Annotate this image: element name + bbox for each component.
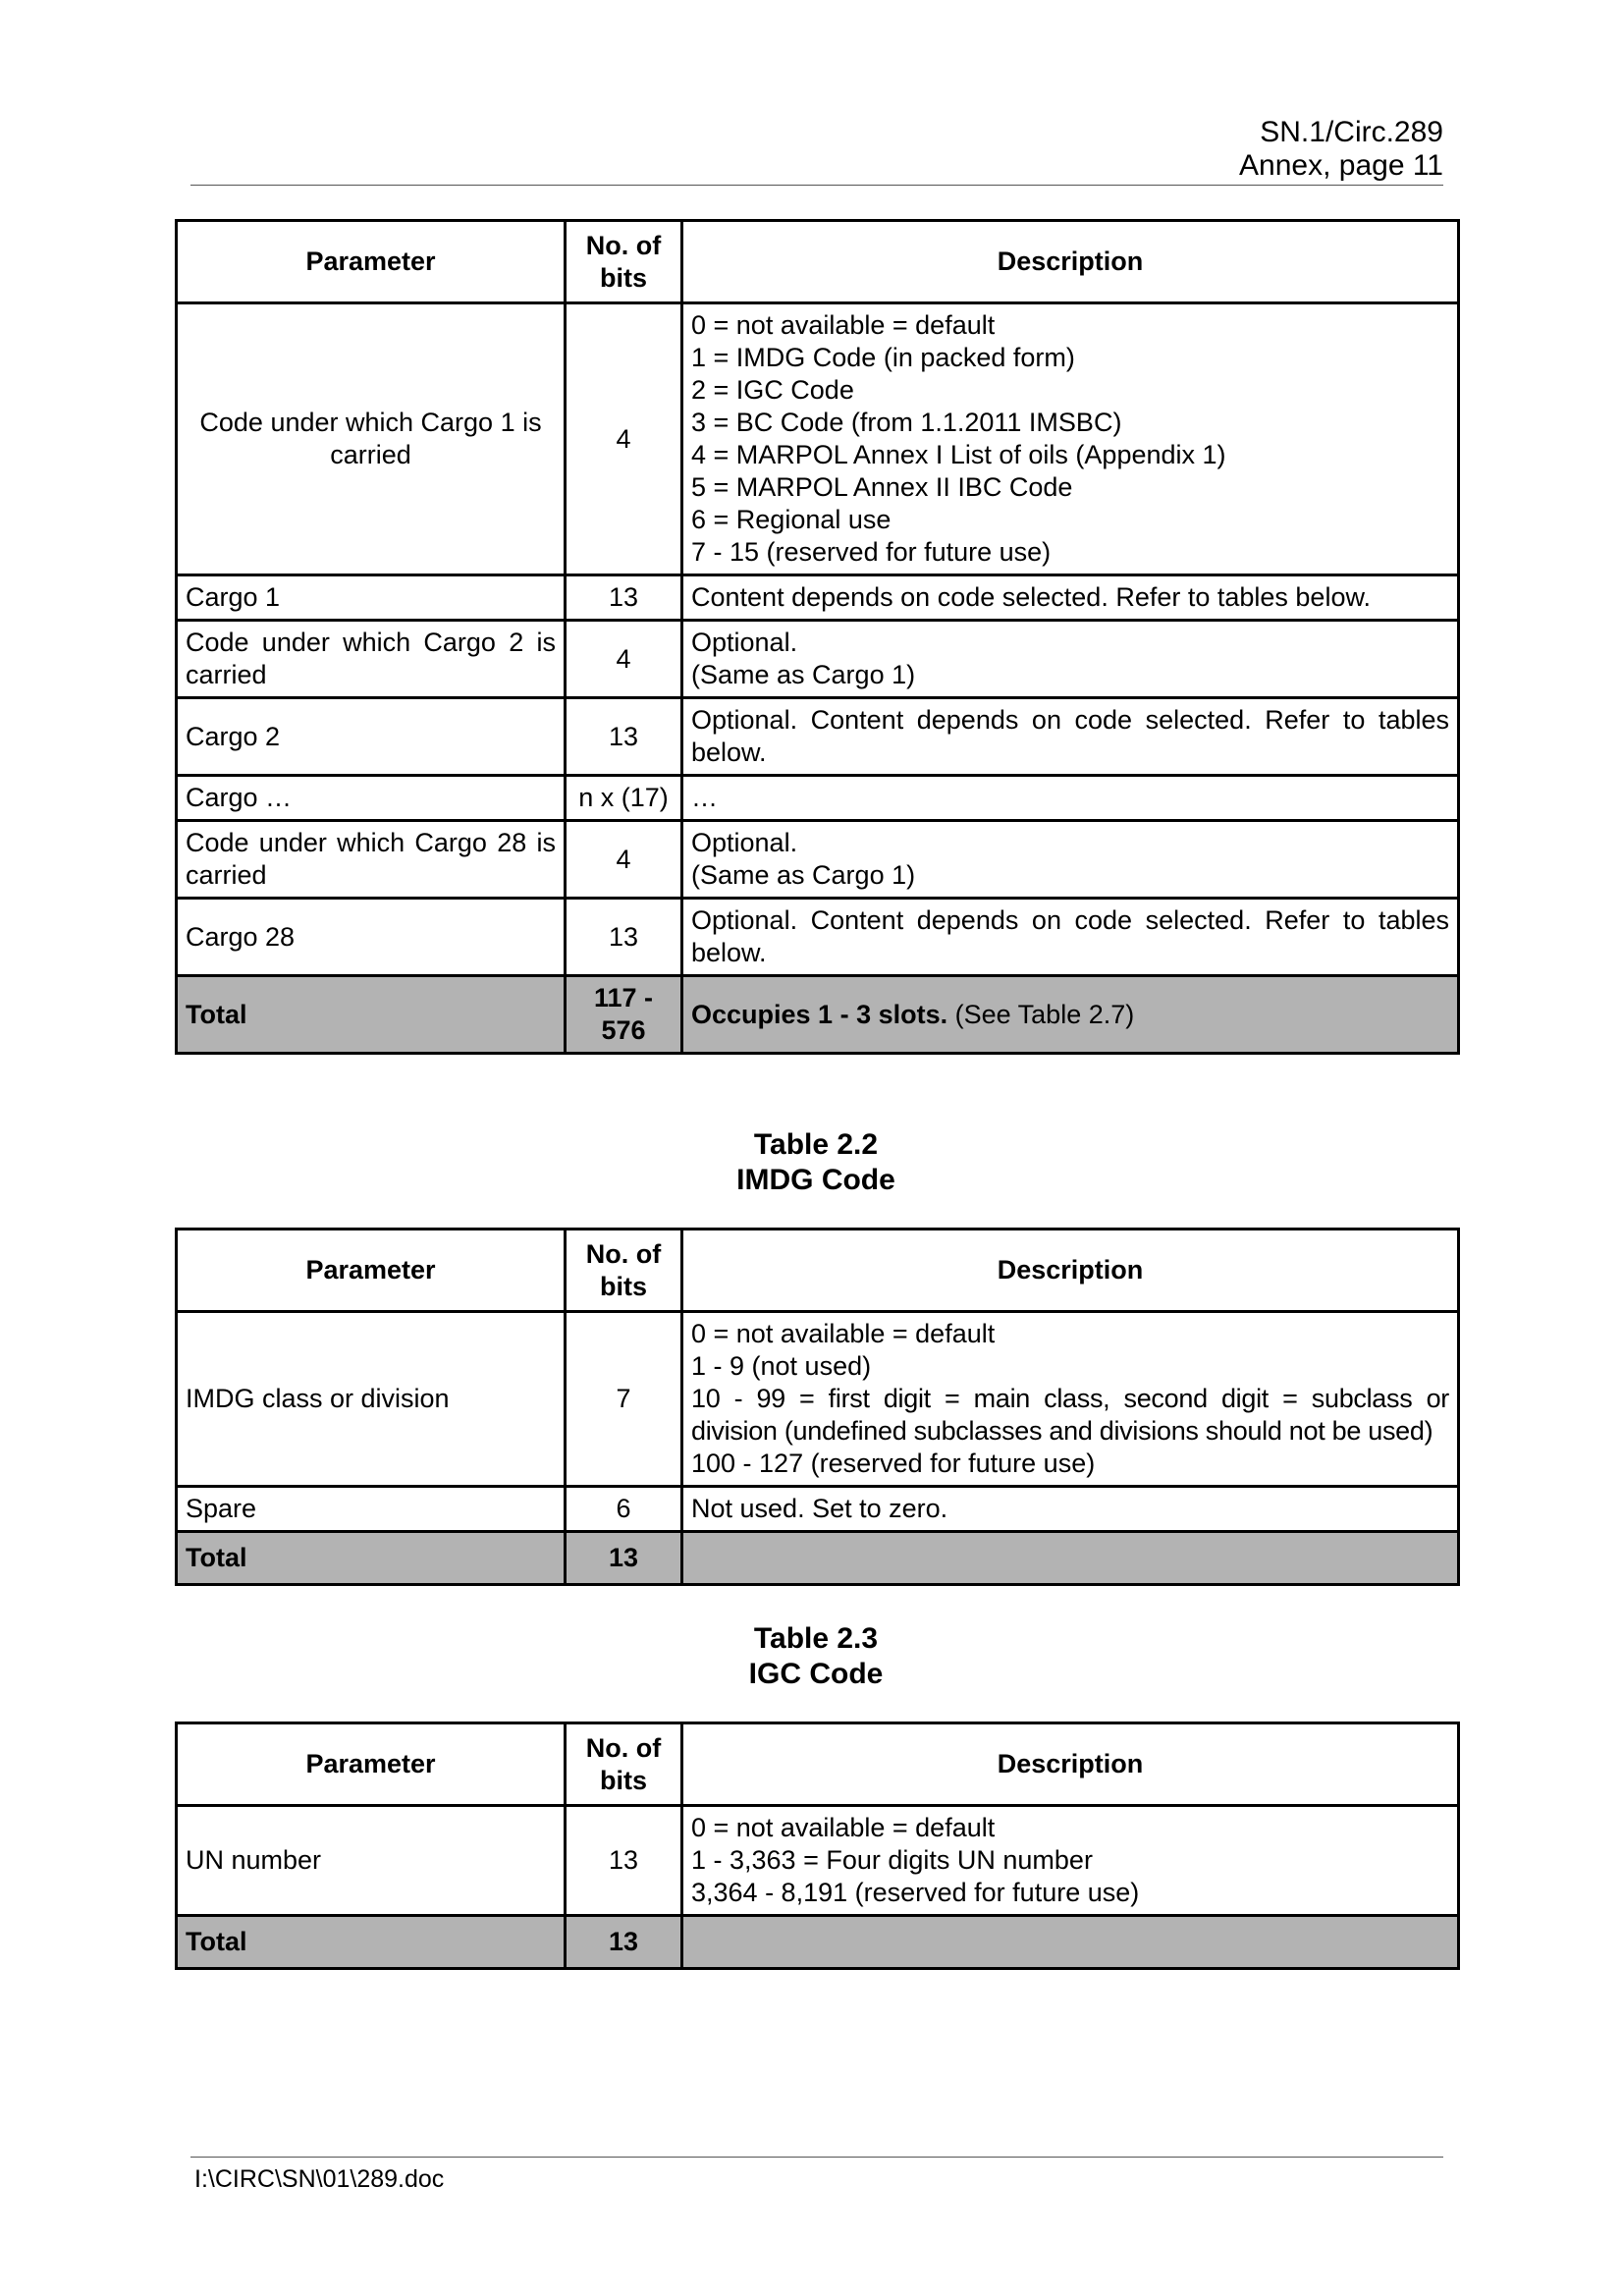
footer-file-path: I:\CIRC\SN\01\289.doc [194,2165,445,2193]
bits-cell: 6 [566,1487,682,1532]
bits-cell: 13 [566,575,682,621]
parameter-cell: Code under which Cargo 28 is carried [177,821,566,899]
description-line: 4 = MARPOL Annex I List of oils (Appendix 1) [691,440,1226,469]
description-cell: Optional. Content depends on code selected. Refer to tables below. [682,698,1459,776]
bits-cell: 4 [566,821,682,899]
description-cell: Content depends on code selected. Refer to tables below. [682,575,1459,621]
description-header: Description [682,1723,1459,1806]
header-row [177,1230,1459,1312]
description-header: Description [682,1230,1459,1312]
total-bits: 117 - 576 [566,976,682,1054]
bits-cell: 13 [566,899,682,976]
description-line: 100 - 127 (reserved for future use) [691,1449,1096,1478]
description-line: 0 = not available = default [691,1813,996,1842]
bits-header: No. of bits [566,1723,682,1806]
description-cell: … [682,776,1459,821]
total-bits: 13 [566,1532,682,1585]
bits-cell: 7 [566,1312,682,1487]
description-line: Optional. [691,628,798,657]
total-description-bold: Occupies 1 - 3 slots. [691,999,948,1029]
description-line: (Same as Cargo 1) [691,660,916,689]
bits-cell: 4 [566,621,682,698]
total-description [682,976,1459,1054]
parameter-cell: Cargo 2 [177,698,566,776]
parameter-cell: Cargo … [177,776,566,821]
description-line: Optional. [691,828,798,857]
description-line: 1 - 3,363 = Four digits UN number [691,1845,1093,1875]
description-line: 0 = not available = default [691,310,996,340]
bits-cell: 13 [566,1806,682,1916]
table-row [177,303,1459,575]
table-row [177,776,1459,821]
imdg-table [175,1228,1460,1586]
description-cell: Optional. Content depends on code selected. Refer to tables below. [682,899,1459,976]
description-cell [682,303,1459,575]
description-cell [682,1312,1459,1487]
table-row [177,575,1459,621]
total-label: Total [177,976,566,1054]
description-line: 5 = MARPOL Annex II IBC Code [691,472,1073,502]
parameter-header: Parameter [177,1723,566,1806]
description-line: 3,364 - 8,191 (reserved for future use) [691,1878,1140,1907]
header-row [177,1723,1459,1806]
page-header [1239,116,1443,183]
total-row [177,1532,1459,1585]
parameter-cell: Spare [177,1487,566,1532]
header-row [177,221,1459,303]
description-cell [682,1806,1459,1916]
total-label: Total [177,1532,566,1585]
table-row [177,621,1459,698]
table-row [177,1487,1459,1532]
table-2-3-caption [0,1621,1622,1692]
total-row [177,1916,1459,1969]
total-description-note: (See Table 2.7) [947,999,1135,1029]
caption-number: Table 2.2 [753,1128,879,1161]
cargo-table [175,219,1460,1055]
table-row [177,899,1459,976]
bits-cell: n x (17) [566,776,682,821]
parameter-header: Parameter [177,1230,566,1312]
table-row [177,1806,1459,1916]
total-row [177,976,1459,1054]
parameter-cell: Code under which Cargo 2 is carried [177,621,566,698]
description-line: 3 = BC Code (from 1.1.2011 IMSBC) [691,408,1122,437]
bits-cell: 4 [566,303,682,575]
parameter-cell: IMDG class or division [177,1312,566,1487]
total-label: Total [177,1916,566,1969]
table-row [177,1312,1459,1487]
description-cell [682,621,1459,698]
total-description [682,1916,1459,1969]
caption-number: Table 2.3 [753,1622,879,1655]
page-number: Annex, page 11 [1239,149,1443,182]
description-cell [682,821,1459,899]
parameter-header: Parameter [177,221,566,303]
bits-cell: 13 [566,698,682,776]
document-reference: SN.1/Circ.289 [1260,116,1443,148]
description-line: 2 = IGC Code [691,375,854,405]
table-row [177,821,1459,899]
bits-header: No. of bits [566,1230,682,1312]
parameter-cell: UN number [177,1806,566,1916]
description-line: (Same as Cargo 1) [691,860,916,890]
table-2-2-caption [0,1127,1622,1198]
header-rule [190,185,1443,186]
parameter-cell: Code under which Cargo 1 is carried [177,303,566,575]
description-line: 10 - 99 = first digit = main class, second digit = subclass or division (undefined subclasses and divisions should not be used) [691,1384,1449,1446]
table-row [177,698,1459,776]
description-line: 7 - 15 (reserved for future use) [691,537,1052,567]
description-line: 0 = not available = default [691,1319,996,1348]
footer-rule [190,2157,1443,2158]
description-header: Description [682,221,1459,303]
parameter-cell: Cargo 1 [177,575,566,621]
caption-title: IMDG Code [736,1164,895,1196]
igc-table [175,1722,1460,1970]
description-line: 1 = IMDG Code (in packed form) [691,343,1075,372]
bits-header: No. of bits [566,221,682,303]
description-line: 1 - 9 (not used) [691,1351,872,1381]
caption-title: IGC Code [748,1658,884,1690]
parameter-cell: Cargo 28 [177,899,566,976]
description-cell: Not used. Set to zero. [682,1487,1459,1532]
total-bits: 13 [566,1916,682,1969]
description-line: 6 = Regional use [691,505,892,534]
total-description [682,1532,1459,1585]
